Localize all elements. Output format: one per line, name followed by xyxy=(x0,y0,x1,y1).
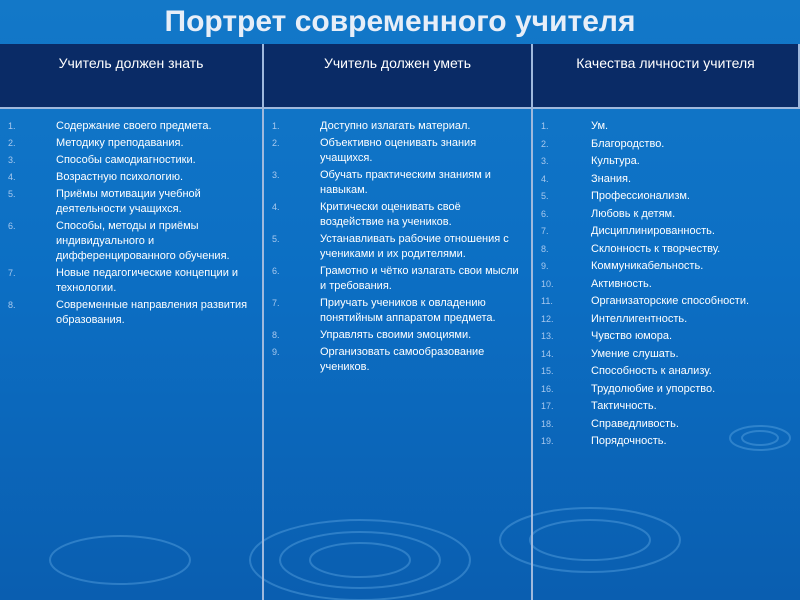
list-item-number: 14. xyxy=(541,348,554,359)
slide-title: Портрет современного учителя xyxy=(164,5,636,38)
list-item-text: Любовь к детям. xyxy=(591,207,676,220)
list-item-number: 9. xyxy=(541,261,549,271)
list-item-text: Дисциплинированность. xyxy=(591,225,715,237)
list-item xyxy=(539,154,792,170)
list-item-text: Способы самодиагностики. xyxy=(56,154,196,166)
list-item xyxy=(539,224,792,240)
list-item xyxy=(270,264,523,294)
list-item-number: 16. xyxy=(541,383,554,394)
list-item-text: Ум. xyxy=(591,120,609,132)
list-item xyxy=(539,417,792,433)
list-item-number: 4. xyxy=(272,202,280,212)
list-item xyxy=(6,119,254,134)
list-item-number: 8. xyxy=(272,330,280,340)
column-qualities xyxy=(533,109,800,600)
list-item-text: Умение слушать. xyxy=(591,347,679,360)
list-item-number: 17. xyxy=(541,401,554,411)
list-item-number: 5. xyxy=(272,234,280,244)
list-item-number: 9. xyxy=(272,347,280,357)
list-item xyxy=(6,266,254,296)
list-item-number: 2. xyxy=(541,138,549,149)
list-item xyxy=(539,399,792,415)
list-item-text: Склонность к творчеству. xyxy=(591,242,721,255)
list-item-text: Способность к анализу. xyxy=(591,365,712,377)
list-item xyxy=(539,259,792,275)
list-item-number: 1. xyxy=(8,121,16,131)
list-item-text: Коммуникабельность. xyxy=(591,260,704,272)
list-item xyxy=(270,119,523,134)
list-item-text: Трудолюбие и упорство. xyxy=(591,382,716,395)
list-item xyxy=(539,347,792,363)
list-item-number: 6. xyxy=(8,221,16,231)
list-item-text: Интеллигентность. xyxy=(591,312,688,325)
list-item-text: Управлять своими эмоциями. xyxy=(320,329,472,341)
list-item-text: Критически оценивать своё воздействие на учеников. xyxy=(320,201,461,228)
list-item-text: Культура. xyxy=(591,155,640,167)
list-item-number: 1. xyxy=(272,121,280,131)
list-item xyxy=(6,219,254,264)
list-item-text: Организаторские способности. xyxy=(591,295,750,307)
list-item-text: Современные направления развития образования. xyxy=(56,299,248,326)
list-item xyxy=(270,200,523,230)
column-know xyxy=(0,109,264,600)
list-item-number: 5. xyxy=(8,189,16,199)
list-item-text: Организовать самообразование учеников. xyxy=(320,346,485,373)
list-item xyxy=(270,328,523,343)
list-item-text: Справедливость. xyxy=(591,417,679,430)
list-item xyxy=(539,329,792,345)
list-item xyxy=(539,364,792,380)
column-header-know: Учитель должен знать xyxy=(0,44,264,109)
list-item-number: 3. xyxy=(541,156,549,166)
list-item xyxy=(270,136,523,166)
list-item xyxy=(270,232,523,262)
list-item-number: 7. xyxy=(8,268,16,278)
list-item-text: Методику преподавания. xyxy=(56,137,184,149)
list-item-number: 15. xyxy=(541,366,554,376)
list-item-text: Приучать учеников к овладению понятийным аппаратом предмета. xyxy=(320,297,496,324)
list-item xyxy=(539,312,792,328)
list-item xyxy=(539,434,792,450)
list-item-number: 10. xyxy=(541,278,554,289)
column-header-qualities: Качества личности учителя xyxy=(533,44,800,109)
list-item xyxy=(539,189,792,205)
list-item-number: 11. xyxy=(541,296,553,306)
list-item-number: 2. xyxy=(272,138,280,148)
list-item xyxy=(6,298,254,328)
list-item-number: 5. xyxy=(541,191,549,201)
list-item-number: 3. xyxy=(272,170,280,180)
list-item-number: 6. xyxy=(272,266,280,276)
list-item xyxy=(6,170,254,185)
list-item-number: 8. xyxy=(8,300,16,310)
list-item-number: 12. xyxy=(541,313,554,324)
list-item-text: Порядочность. xyxy=(591,435,667,447)
list-item-number: 7. xyxy=(272,298,280,308)
list-item-number: 19. xyxy=(541,436,554,446)
list-item-text: Устанавливать рабочие отношения с учениками и их родителями. xyxy=(320,233,509,260)
list-item-text: Знания. xyxy=(591,172,632,185)
list-item xyxy=(539,137,792,153)
list-item-number: 7. xyxy=(541,226,549,236)
list-item-text: Грамотно и чётко излагать свои мысли и требования. xyxy=(320,265,519,292)
list-item xyxy=(270,345,523,375)
comparison-table xyxy=(0,44,800,600)
list-item-text: Способы, методы и приёмы индивидуального и дифференцированного обучения. xyxy=(56,220,230,262)
list-item-number: 4. xyxy=(8,172,16,182)
list-item-text: Активность. xyxy=(591,277,652,290)
list-item xyxy=(539,207,792,223)
list-item-number: 13. xyxy=(541,331,554,341)
list-item-text: Профессионализм. xyxy=(591,190,690,202)
list-item-text: Обучать практическим знаниям и навыкам. xyxy=(320,169,491,196)
list-item-text: Доступно излагать материал. xyxy=(320,120,471,132)
list-item-text: Чувство юмора. xyxy=(591,330,673,342)
list-item-number: 1. xyxy=(541,121,549,131)
list-item-text: Содержание своего предмета. xyxy=(56,120,212,132)
list-item-number: 8. xyxy=(541,243,549,254)
list-item-text: Благородство. xyxy=(591,137,665,150)
list-item-number: 2. xyxy=(8,138,16,148)
list-item xyxy=(539,382,792,398)
list-item xyxy=(6,187,254,217)
list-item xyxy=(539,172,792,188)
list-item-text: Приёмы мотивации учебной деятельности учащихся. xyxy=(56,188,201,215)
list-item-text: Новые педагогические концепции и технологии. xyxy=(56,267,239,294)
list-item xyxy=(539,294,792,310)
column-header-able: Учитель должен уметь xyxy=(264,44,533,109)
list-item-number: 6. xyxy=(541,208,549,219)
list-item-number: 18. xyxy=(541,418,554,429)
list-item-number: 4. xyxy=(541,173,549,184)
list-item xyxy=(270,168,523,198)
list-item xyxy=(6,136,254,151)
list-item xyxy=(270,296,523,326)
list-item xyxy=(539,277,792,293)
column-able xyxy=(264,109,533,600)
list-item xyxy=(6,153,254,168)
list-item-number: 3. xyxy=(8,155,16,165)
list-item xyxy=(539,242,792,258)
list-item-text: Возрастную психологию. xyxy=(56,171,184,183)
list-item-text: Объективно оценивать знания учащихся. xyxy=(320,137,477,164)
list-item xyxy=(539,119,792,135)
list-item-text: Тактичность. xyxy=(591,400,657,412)
